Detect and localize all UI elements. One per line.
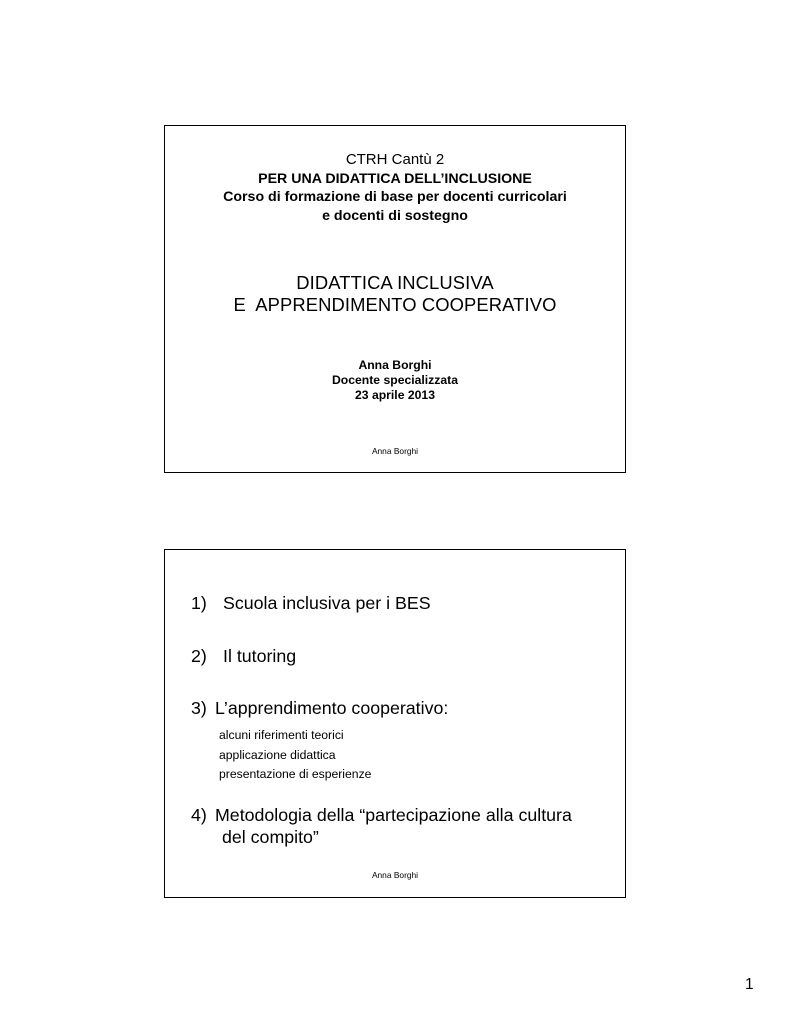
agenda-item-continuation: del compito” [222, 827, 319, 847]
agenda-item-text: Il tutoring [223, 646, 297, 666]
author-name: Anna Borghi [358, 358, 432, 372]
course-info [165, 151, 625, 225]
sublist-item: applicazione didattica [219, 747, 336, 762]
author-info [165, 358, 625, 403]
course-description-line-1: Corso di formazione di base per docenti curricolari [223, 189, 567, 205]
agenda-item-text: Metodologia della “partecipazione alla cultura [215, 805, 572, 825]
agenda-item-number: 1) [191, 593, 207, 613]
slide-footer: Anna Borghi [371, 870, 419, 880]
presentation-date: 23 aprile 2013 [355, 388, 435, 402]
course-description-line-2: e docenti di sostegno [322, 207, 468, 224]
slide-title [164, 125, 626, 473]
presentation-title [165, 272, 625, 316]
sublist-item: presentazione di esperienze [219, 767, 372, 781]
agenda-item [191, 804, 572, 826]
title-line-2: E APPRENDIMENTO COOPERATIVO [233, 294, 557, 315]
slide-agenda [164, 549, 626, 898]
page-number: 1 [745, 976, 754, 993]
agenda-item-number: 3) [191, 698, 207, 718]
agenda-item [191, 592, 431, 614]
agenda-item-text: Scuola inclusiva per i BES [223, 593, 431, 613]
sublist-item: alcuni riferimenti teorici [219, 728, 344, 742]
course-subtitle: PER UNA DIDATTICA DELL’INCLUSIONE [258, 170, 532, 187]
agenda-item-number: 2) [191, 646, 207, 666]
title-line-1: DIDATTICA INCLUSIVA [296, 272, 494, 293]
agenda-item [191, 645, 296, 667]
organization-name: CTRH Cantù 2 [345, 151, 445, 168]
author-role: Docente specializzata [332, 373, 458, 387]
agenda-item-text: L’apprendimento cooperativo: [215, 698, 449, 718]
agenda-sublist [219, 726, 371, 785]
agenda-item-number: 4) [191, 805, 207, 825]
agenda-item [191, 697, 448, 719]
slide-footer: Anna Borghi [371, 446, 419, 456]
